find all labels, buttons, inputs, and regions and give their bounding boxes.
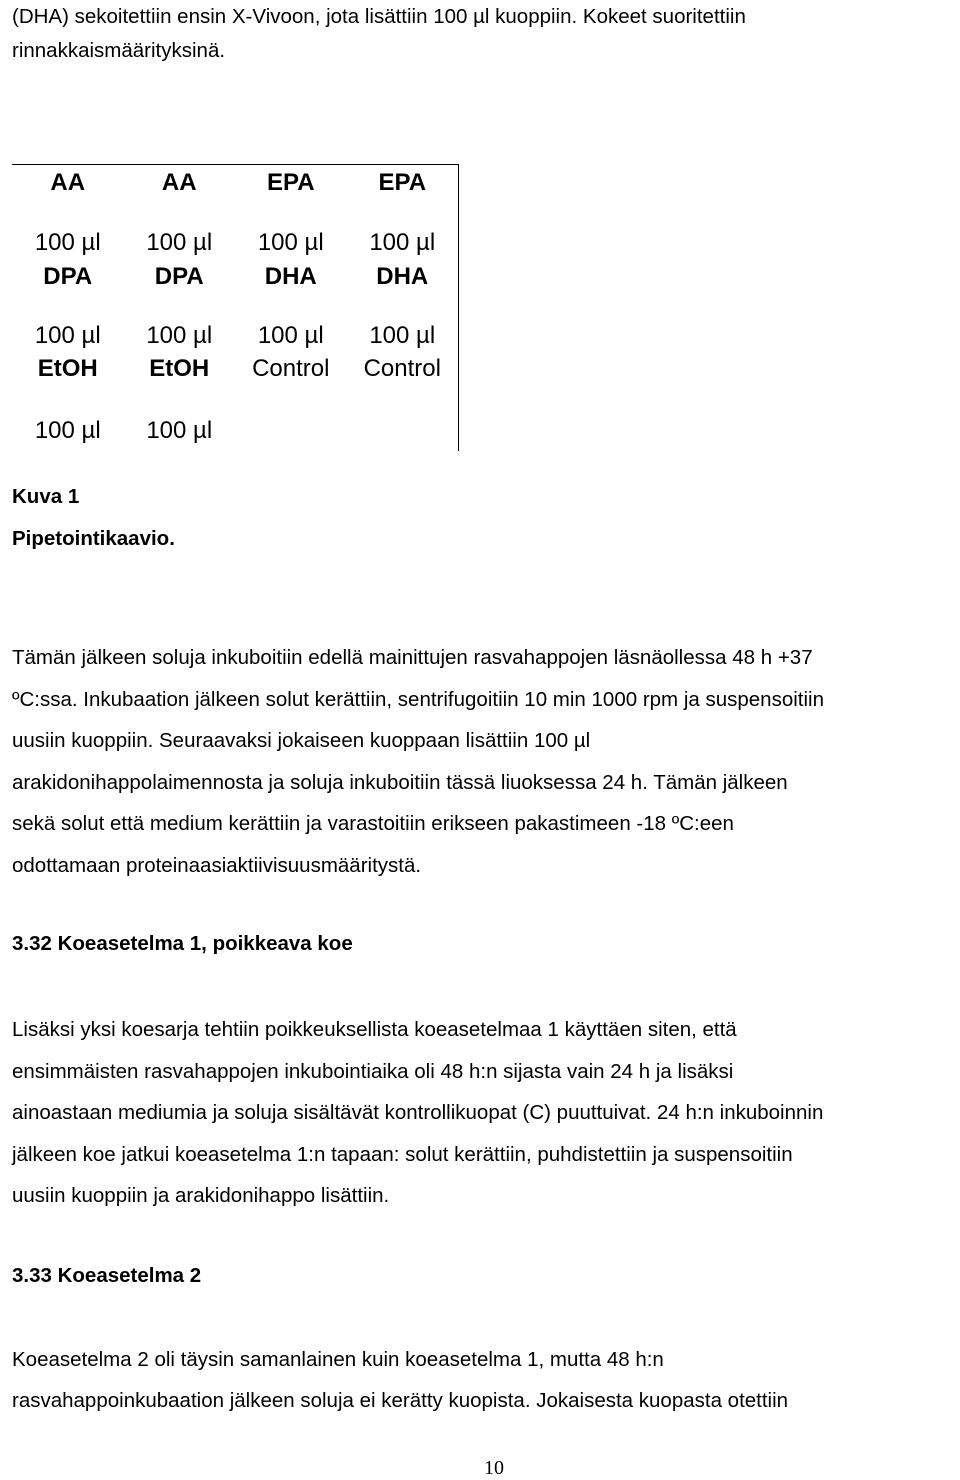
caption-text: Pipetointikaavio. [12,527,175,550]
text-line: rinnakkaismäärityksinä. [12,39,226,62]
text-line: odottamaan proteinaasiaktiivisuusmääritystä. [12,853,422,877]
figure-caption [12,476,175,560]
intro-paragraph [12,0,952,68]
page-number: 10 [484,1457,504,1479]
section-heading-3-33: 3.33 Koeasetelma 2 [12,1264,202,1287]
text-line: ensimmäisten rasvahappojen inkubointiaika oli 48 h:n sijasta vain 24 h ja lisäksi [12,1059,734,1083]
pipetting-scheme-table [12,164,459,451]
text-line: (DHA) sekoitettiin ensin X-Vivoon, jota lisättiin 100 µl kuoppiin. Kokeet suoritettiin [12,5,746,28]
text-line: uusiin kuoppiin ja arakidonihappo lisättiin. [12,1184,390,1208]
paragraph-incubation [12,637,952,887]
text-line: Koeasetelma 2 oli täysin samanlainen kuin koeasetelma 1, mutta 48 h:n [12,1348,664,1371]
well-name: EtOH [37,355,98,382]
well-volume: 100 µl [369,322,436,349]
text-line: Tämän jälkeen soluja inkuboitiin edellä mainittujen rasvahappojen läsnäollessa 48 h +37 [12,646,813,669]
well-volume: 100 µl [146,322,213,349]
paragraph-section-3-32 [12,1009,952,1217]
well-volume: 100 µl [257,322,324,349]
well-name: Control [252,355,330,382]
section-heading-3-32: 3.32 Koeasetelma 1, poikkeava koe [12,932,353,955]
well-volume: 100 µl [146,417,213,444]
well-name: AA [161,169,197,196]
well-name: EPA [266,169,315,196]
well-name: DHA [264,263,317,290]
well-volume: 100 µl [257,229,324,256]
text-line: uusiin kuoppiin. Seuraavaksi jokaiseen kuoppaan lisättiin 100 µl [12,729,591,753]
text-line: arakidonihappolaimennosta ja soluja inkuboitiin tässä liuoksessa 24 h. Tämän jälkeen [12,770,788,794]
text-line: Lisäksi yksi koesarja tehtiin poikkeuksellista koeasetelmaa 1 käyttäen siten, että [12,1018,737,1041]
well-name: AA [50,169,86,196]
well-volume: 100 µl [369,229,436,256]
text-line: jälkeen koe jatkui koeasetelma 1:n tapaan: solut kerättiin, puhdistettiin ja suspensoitiin [12,1142,793,1166]
well-name: EPA [378,169,427,196]
well-name: EtOH [149,355,210,382]
paragraph-section-3-33 [12,1340,952,1421]
well-name: DHA [376,263,429,290]
text-line: ºC:ssa. Inkubaation jälkeen solut kerättiin, sentrifugoitiin 10 min 1000 rpm ja suspensoitiin [12,687,824,711]
caption-label: Kuva 1 [12,485,80,508]
well-name: DPA [43,263,93,290]
well-volume: 100 µl [34,229,101,256]
well-name: DPA [154,263,204,290]
well-volume: 100 µl [34,322,101,349]
well-volume: 100 µl [146,229,213,256]
well-volume: 100 µl [34,417,101,444]
text-line: ainoastaan mediumia ja soluja sisältävät kontrollikuopat (C) puuttuivat. 24 h:n inkuboinnin [12,1101,824,1125]
text-line: rasvahappoinkubaation jälkeen soluja ei kerätty kuopista. Jokaisesta kuopasta otettiin [12,1388,789,1412]
well-name: Control [363,355,441,382]
text-line: sekä solut että medium kerättiin ja varastoitiin erikseen pakastimeen -18 ºC:een [12,812,734,836]
